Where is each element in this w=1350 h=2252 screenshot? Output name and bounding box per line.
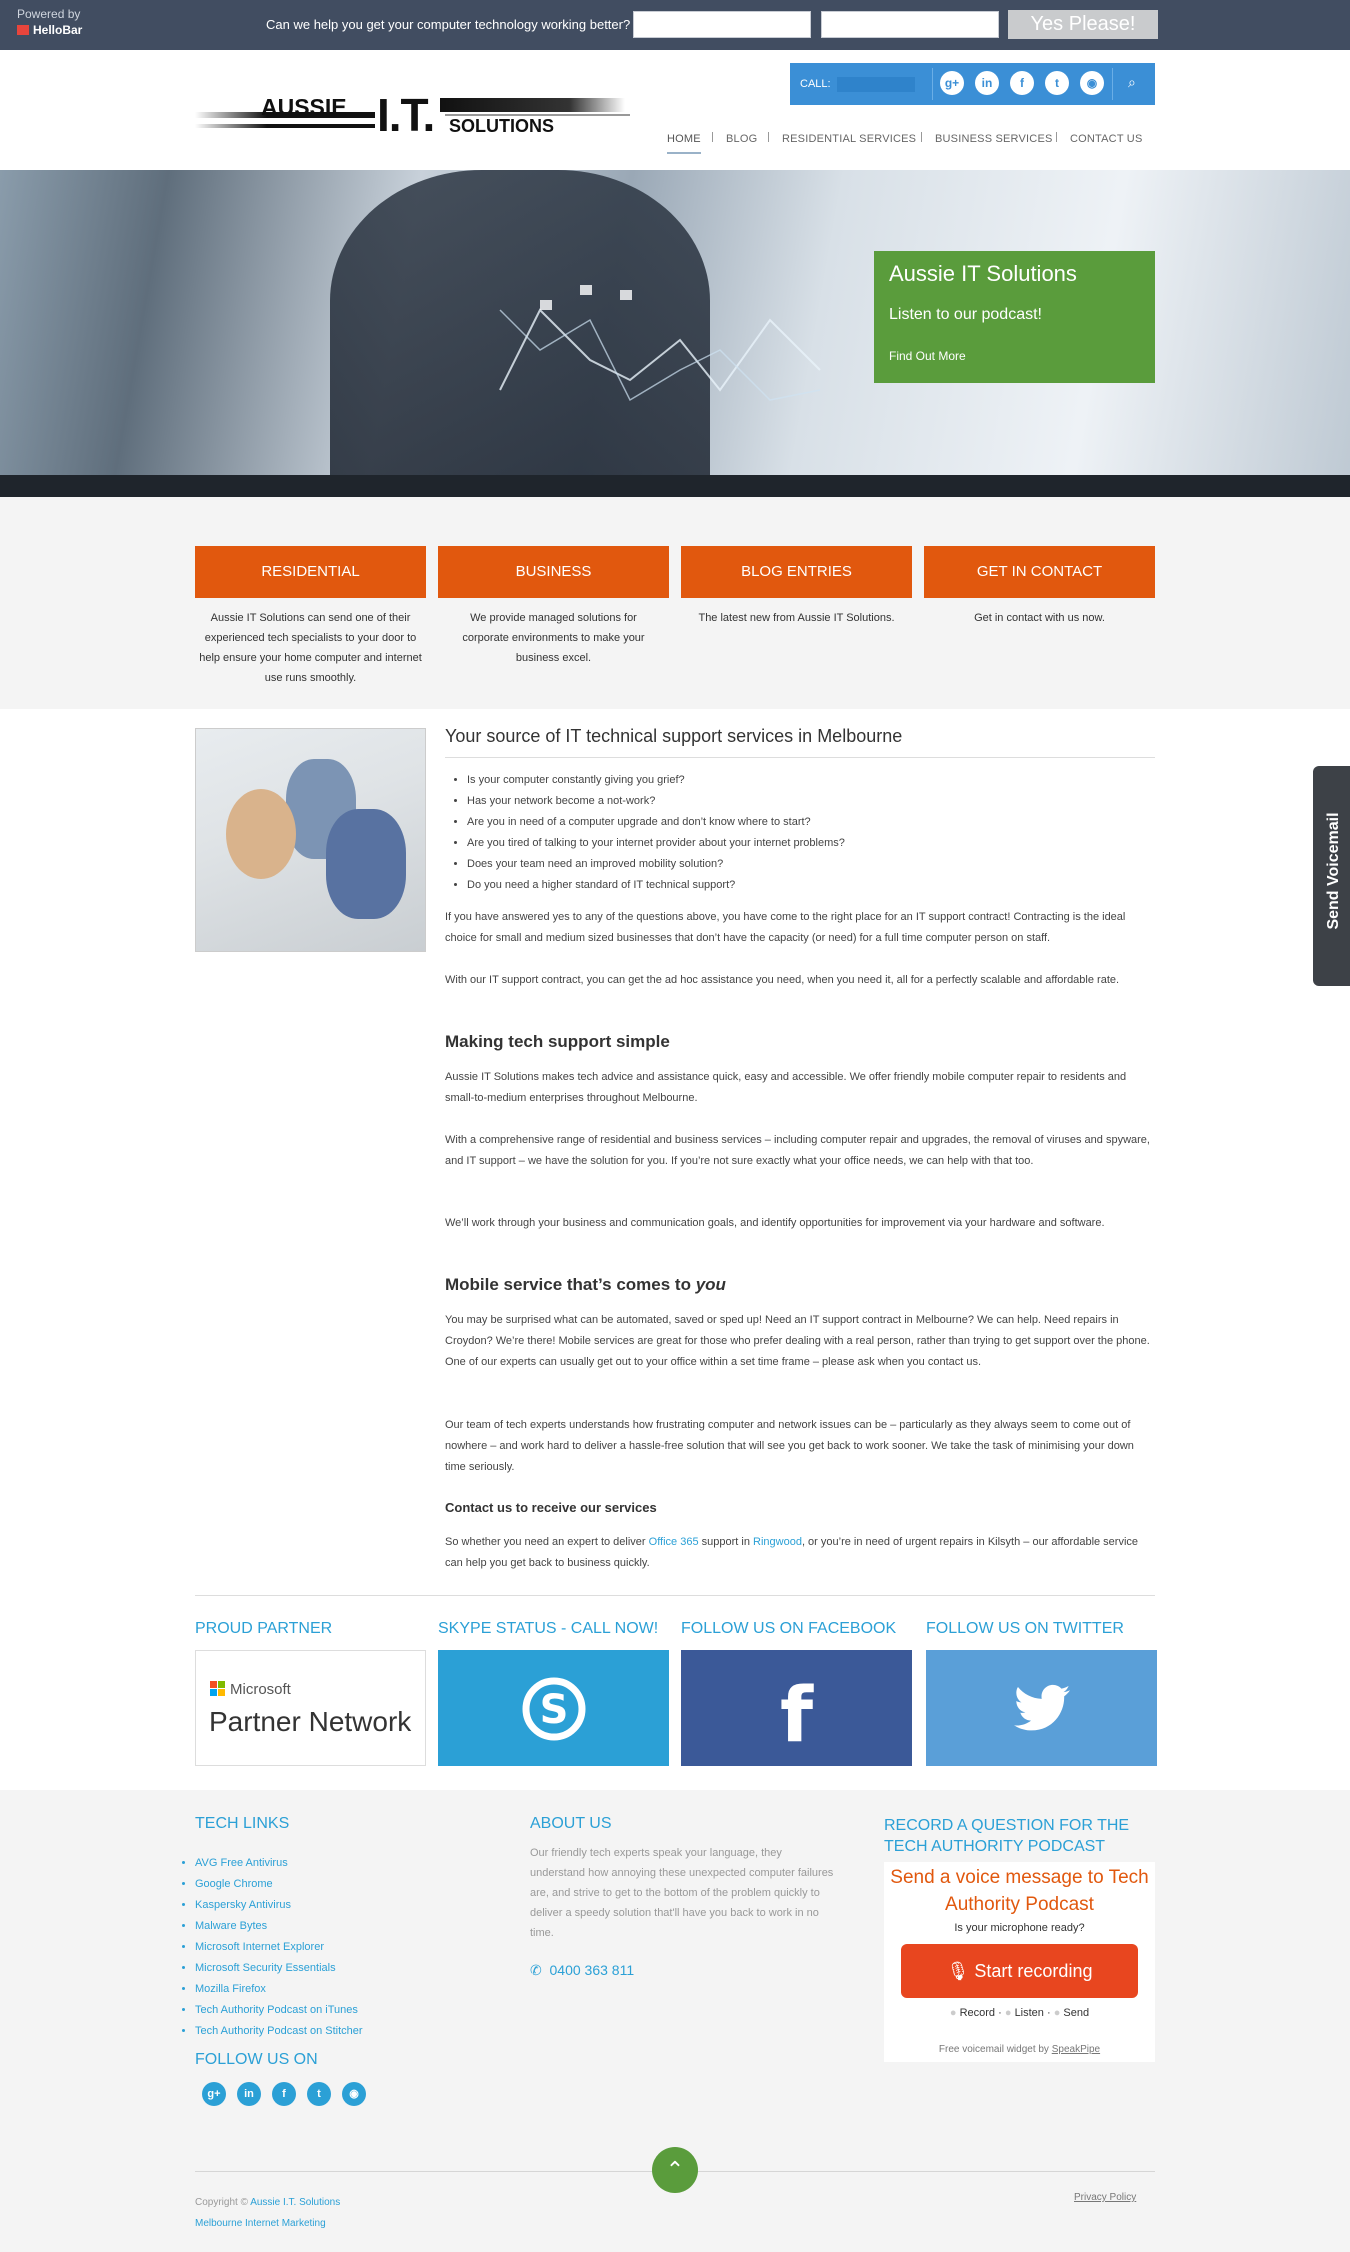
list-item: • Is your computer constantly giving you grief? <box>467 770 845 791</box>
section-heading-contact: Contact us to receive our services <box>445 1500 657 1515</box>
microsoft-partner-badge[interactable]: Microsoft Partner Network <box>195 1650 426 1766</box>
paragraph: If you have answered yes to any of the questions above, you have come to the right place for an IT support contract! Contracting is the ideal choice for small and medium sized businesses that don’t have the capacity (or need) for a full time computer person on staff. <box>445 911 1126 944</box>
hellobar-input-1[interactable] <box>633 11 811 38</box>
voicemail-steps: ● Record · ● Listen · ● Send <box>949 2007 1090 2019</box>
voicemail-title: Send a voice message to Tech Authority Podcast <box>890 1867 1149 1915</box>
list-item: • Has your network become a not-work? <box>467 791 845 812</box>
tech-link[interactable]: • Microsoft Internet Explorer <box>195 1937 363 1958</box>
call-bar <box>790 63 1155 105</box>
google-plus-icon[interactable]: g+ <box>202 2082 226 2106</box>
record-question-title: RECORD A QUESTION FOR THE TECH AUTHORITY PODCAST <box>884 1817 1130 1855</box>
tech-link[interactable]: • Microsoft Security Essentials <box>195 1958 363 1979</box>
privacy-policy-link[interactable]: Privacy Policy <box>1074 2192 1137 2203</box>
rss-icon[interactable]: ◉ <box>1080 71 1104 95</box>
copyright: Copyright © Aussie I.T. Solutions Melbourne Internet Marketing <box>195 2197 341 2229</box>
hellobar-question: Can we help you get your computer technology working better? <box>266 17 631 32</box>
hellobar <box>0 0 1350 50</box>
marketing-link[interactable]: Melbourne Internet Marketing <box>195 2218 326 2229</box>
footer-phone[interactable]: ✆ 0400 363 811 <box>530 1962 635 1978</box>
about-us-title: ABOUT US <box>530 1815 612 1832</box>
hero-chart-graphic <box>480 230 860 430</box>
paragraph: You may be surprised what can be automated, saved or sped up! Need an IT support contract in Melbourne? We can help. Need repairs in Croydon? We’re there! Mobile services are great for those who prefer dealing with a real person, rather than trying to get support over the phone. One of our experts can usually get out to your office within a set time frame – please ask when you contact us. <box>445 1314 1150 1368</box>
blog-entries-button[interactable]: BLOG ENTRIES <box>681 546 912 598</box>
rss-icon[interactable]: ◉ <box>342 2082 366 2106</box>
nav-blog[interactable]: BLOG <box>726 133 758 145</box>
svg-text:S: S <box>539 1687 569 1733</box>
voicemail-widget <box>884 1862 1155 2062</box>
paragraph: With our IT support contract, you can get the ad hoc assistance you need, when you need it, all for a perfectly scalable and affordable rate. <box>445 974 1120 986</box>
nav-business-services[interactable]: BUSINESS SERVICES <box>935 133 1053 145</box>
tech-link[interactable]: • Malware Bytes <box>195 1916 363 1937</box>
yes-please-button[interactable]: Yes Please! <box>1008 10 1158 39</box>
widget-title-facebook: FOLLOW US ON FACEBOOK <box>681 1620 897 1637</box>
facebook-logo-icon: f <box>779 1670 814 1759</box>
tech-links-list <box>195 1853 363 2042</box>
nav-contact-us[interactable]: CONTACT US <box>1070 133 1143 145</box>
search-icon[interactable]: ⌕ <box>1128 74 1136 90</box>
tech-link[interactable]: • Google Chrome <box>195 1874 363 1895</box>
widget-title-skype: SKYPE STATUS - CALL NOW! <box>438 1620 659 1637</box>
call-label: CALL: <box>800 78 831 90</box>
start-recording-button[interactable]: 🎙 Start recording <box>901 1944 1138 1998</box>
voicemail-credit: Free voicemail widget by SpeakPipe <box>938 2044 1101 2055</box>
microsoft-logo-icon <box>210 1681 226 1697</box>
list-item: • Are you in need of a computer upgrade and don’t know where to start? <box>467 812 845 833</box>
about-us-text: Our friendly tech experts speak your language, they understand how annoying these unexpected computer failures are, and strive to get to the bottom of the problem quickly to deliver a speedy solution that'll have you back to work in no time. <box>530 1847 834 1939</box>
get-in-contact-button[interactable]: GET IN CONTACT <box>924 546 1155 598</box>
tech-links-title: TECH LINKS <box>195 1815 290 1832</box>
residential-button[interactable]: RESIDENTIAL <box>195 546 426 598</box>
business-description: We provide managed solutions for corporate environments to make your business excel. <box>462 612 645 664</box>
facebook-follow-button[interactable] <box>681 1650 912 1766</box>
twitter-icon[interactable]: t <box>307 2082 331 2106</box>
ringwood-link[interactable]: Ringwood <box>753 1536 802 1548</box>
site-logo[interactable]: AUSSIE I.T. SOLUTIONS <box>195 94 630 144</box>
hellobar-logo-icon <box>17 25 29 35</box>
copyright-link[interactable]: Aussie I.T. Solutions <box>250 2197 341 2208</box>
page-heading: Your source of IT technical support services in Melbourne <box>445 726 903 746</box>
microphone-question: Is your microphone ready? <box>954 1922 1085 1934</box>
twitter-follow-button[interactable] <box>926 1650 1157 1766</box>
residential-description: Aussie IT Solutions can send one of their experienced tech specialists to your door to help ensure your home computer and internet use runs smoothly. <box>199 612 422 684</box>
facebook-icon[interactable]: f <box>1010 71 1034 95</box>
list-item: • Does your team need an improved mobility solution? <box>467 854 845 875</box>
question-list <box>467 770 845 896</box>
paragraph: So whether you need an expert to deliver Office 365 support in Ringwood, or you’re in need of urgent repairs in Kilsyth – our affordable service can help you get back to business quickly. <box>445 1536 1139 1569</box>
tech-link[interactable]: • Kaspersky Antivirus <box>195 1895 363 1916</box>
google-plus-icon[interactable]: g+ <box>940 71 964 95</box>
follow-us-title: FOLLOW US ON <box>195 2051 318 2068</box>
phone-icon: ✆ <box>530 1962 542 1978</box>
paragraph: We’ll work through your business and communication goals, and identify opportunities for improvement via your hardware and software. <box>445 1217 1105 1229</box>
paragraph: With a comprehensive range of residential and business services – including computer repair and upgrades, the removal of viruses and spyware, and IT support – we have the solution for you. If you’re not sure exactly what your office needs, we can help with that too. <box>445 1134 1150 1167</box>
hellobar-powered-by[interactable]: Powered by HelloBar <box>17 7 83 37</box>
section-heading-simple: Making tech support simple <box>445 1032 670 1051</box>
promo-subtitle: Listen to our podcast! <box>889 306 1042 323</box>
find-out-more-link[interactable]: Find Out More <box>889 349 966 363</box>
blog-entries-description: The latest new from Aussie IT Solutions. <box>698 612 895 624</box>
widget-title-partner: PROUD PARTNER <box>195 1620 333 1637</box>
hero-promo-box <box>874 251 1155 383</box>
paragraph: Aussie IT Solutions makes tech advice and assistance quick, easy and accessible. We offer friendly mobile computer repair to residents and small-to-medium enterprises throughout Melbourne. <box>445 1071 1127 1104</box>
send-voicemail-tab[interactable]: Send Voicemail <box>1313 766 1350 986</box>
speakpipe-link[interactable]: SpeakPipe <box>1051 2044 1101 2055</box>
tech-link[interactable]: • Tech Authority Podcast on iTunes <box>195 2000 363 2021</box>
team-photo <box>195 728 426 952</box>
tech-link[interactable]: • AVG Free Antivirus <box>195 1853 363 1874</box>
list-item: • Do you need a higher standard of IT technical support? <box>467 875 845 896</box>
twitter-icon[interactable]: t <box>1045 71 1069 95</box>
skype-icon <box>521 1676 587 1742</box>
nav-residential-services[interactable]: RESIDENTIAL SERVICES <box>782 133 917 145</box>
back-to-top-button[interactable] <box>652 2147 698 2193</box>
chevron-up-icon: ⌃ <box>665 2157 685 2182</box>
business-button[interactable]: BUSINESS <box>438 546 669 598</box>
promo-title: Aussie IT Solutions <box>889 261 1077 286</box>
linkedin-icon[interactable]: in <box>237 2082 261 2106</box>
tech-link[interactable]: • Mozilla Firefox <box>195 1979 363 2000</box>
nav-home[interactable]: HOME <box>667 133 701 154</box>
call-number[interactable] <box>837 77 915 92</box>
widget-title-twitter: FOLLOW US ON TWITTER <box>926 1620 1124 1637</box>
tech-link[interactable]: • Tech Authority Podcast on Stitcher <box>195 2021 363 2042</box>
linkedin-icon[interactable]: in <box>975 71 999 95</box>
list-item: • Are you tired of talking to your internet provider about your internet problems? <box>467 833 845 854</box>
microphone-icon: 🎙 <box>946 1961 970 1981</box>
hellobar-input-2[interactable] <box>821 11 999 38</box>
skype-button[interactable] <box>438 1650 669 1766</box>
paragraph: Our team of tech experts understands how frustrating computer and network issues can be – particularly as they always seem to come out of nowhere – and work hard to deliver a hassle-free solution that will see you get back to work sooner. We take the task of minimising your down time seriously. <box>445 1419 1134 1473</box>
office-365-link[interactable]: Office 365 <box>648 1536 699 1548</box>
get-in-contact-description: Get in contact with us now. <box>974 612 1105 624</box>
facebook-icon[interactable]: f <box>272 2082 296 2106</box>
section-heading-mobile: Mobile service that’s comes to you <box>445 1275 726 1294</box>
twitter-bird-icon <box>1014 1684 1070 1732</box>
